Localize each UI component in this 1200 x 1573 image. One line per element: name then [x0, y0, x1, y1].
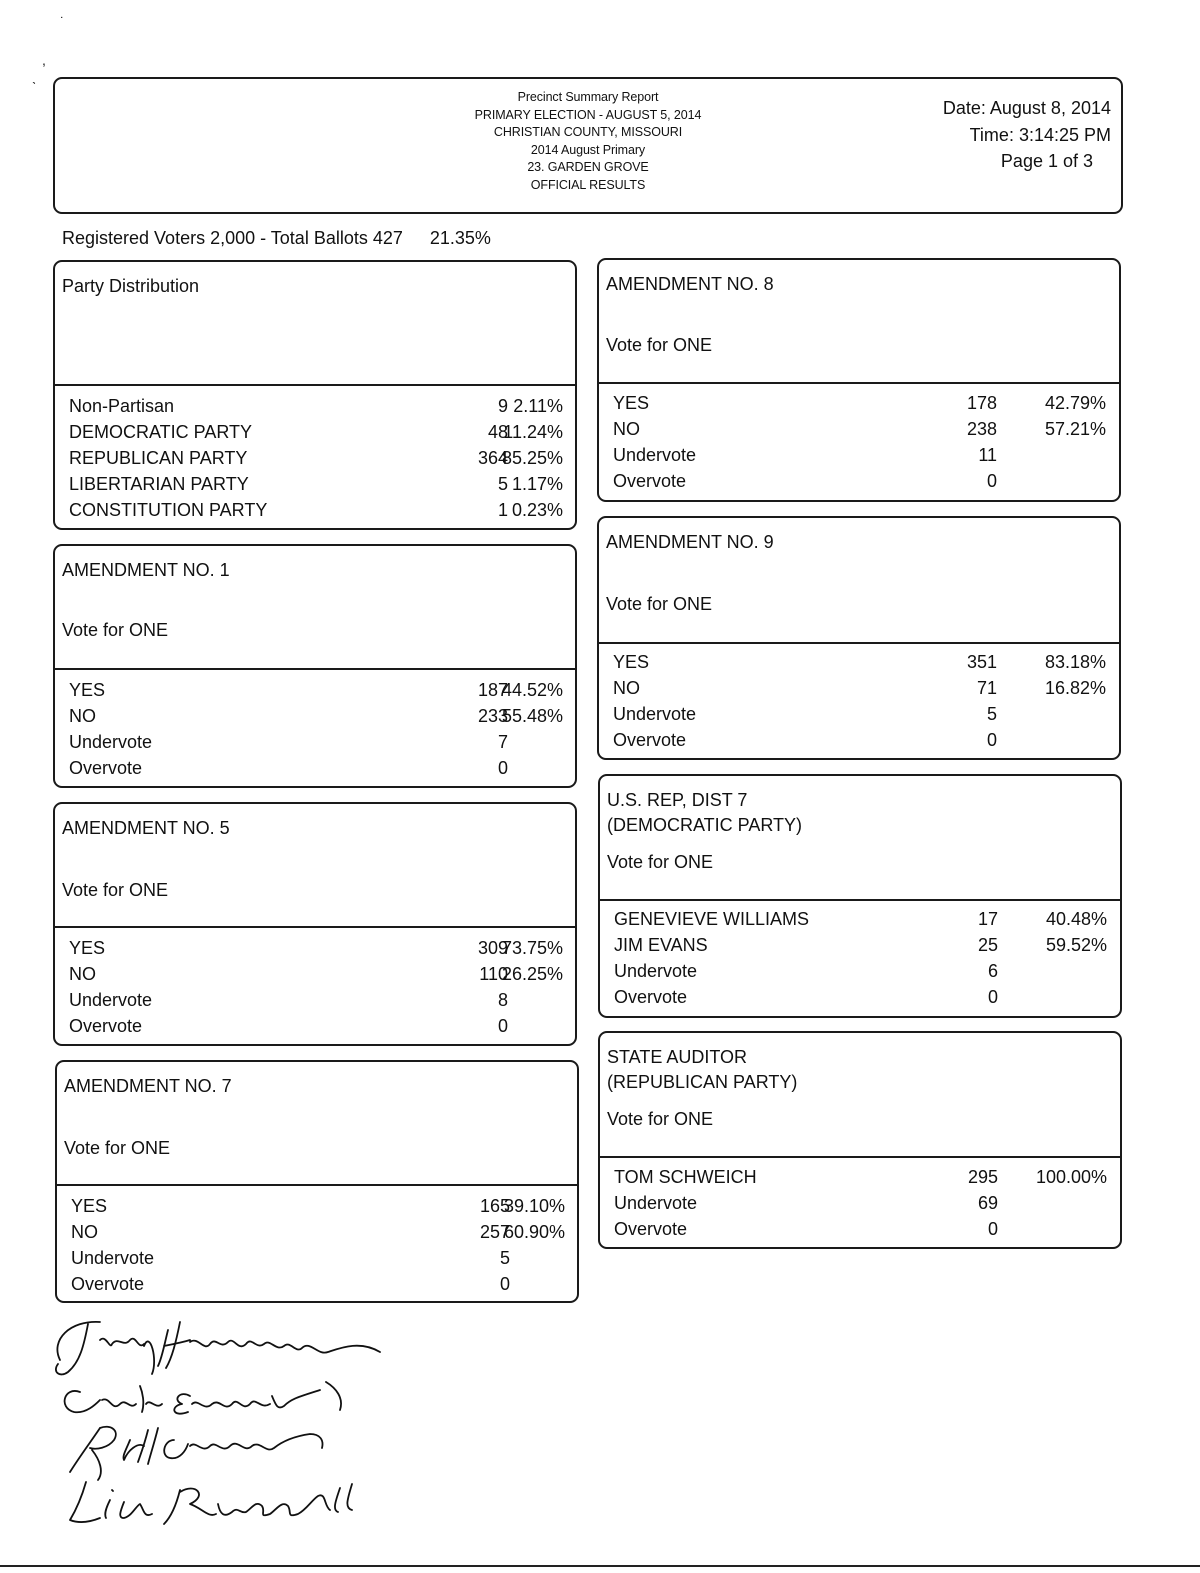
- vote-percent: 16.82%: [1044, 678, 1106, 698]
- section-title: AMENDMENT NO. 1: [62, 560, 230, 580]
- option-name: Undervote: [71, 1248, 155, 1268]
- table-row: [55, 471, 575, 497]
- vote-for-label: Vote for ONE: [64, 1138, 171, 1158]
- vote-percent: 42.79%: [1044, 393, 1106, 413]
- section-title: [607, 788, 802, 838]
- option-name: Undervote: [69, 732, 153, 752]
- state-auditor-section: [598, 1031, 1122, 1249]
- table-row: [55, 703, 575, 729]
- candidate-name: Undervote: [614, 1193, 698, 1213]
- table-row: [599, 701, 1119, 727]
- vote-percent: 39.10%: [503, 1196, 565, 1216]
- table-row: [599, 416, 1119, 442]
- scan-speck: ,: [42, 52, 46, 68]
- amendment-7-section: [55, 1060, 579, 1303]
- party-name: REPUBLICAN PARTY: [69, 448, 248, 468]
- vote-count: 165: [479, 1196, 510, 1216]
- option-name: NO: [613, 678, 640, 698]
- report-time: Time: 3:14:25 PM: [969, 124, 1111, 145]
- report-title: Precinct Summary Report: [517, 90, 659, 104]
- vote-count: 25: [977, 935, 998, 955]
- vote-count: 1: [497, 500, 508, 520]
- handwritten-signatures: [40, 1300, 420, 1540]
- candidate-name: GENEVIEVE WILLIAMS: [614, 909, 810, 929]
- section-divider: [57, 1184, 577, 1186]
- page-number: Page 1 of 3: [1000, 151, 1093, 171]
- vote-count: 9: [497, 396, 508, 416]
- vote-count: 11: [978, 445, 997, 465]
- option-name: Undervote: [613, 445, 697, 465]
- section-divider: [600, 1156, 1120, 1158]
- vote-count: 309: [477, 938, 508, 958]
- table-row: [55, 729, 575, 755]
- candidate-name: Undervote: [614, 961, 698, 981]
- precinct-name: 23. GARDEN GROVE: [527, 160, 649, 175]
- vote-count: 364: [477, 448, 508, 468]
- vote-count: 48: [487, 422, 508, 442]
- table-row: [55, 987, 575, 1013]
- contest-name: U.S. REP, DIST 7: [607, 790, 748, 810]
- vote-count: 8: [497, 990, 508, 1010]
- table-row: [55, 393, 575, 419]
- scan-speck: ˙: [60, 14, 65, 30]
- vote-for-label: Vote for ONE: [607, 1109, 714, 1129]
- section-divider: [55, 926, 575, 928]
- vote-for-label: Vote for ONE: [606, 594, 713, 614]
- table-row: [55, 419, 575, 445]
- option-name: YES: [613, 393, 650, 413]
- vote-count: 178: [966, 393, 997, 413]
- contest-name: STATE AUDITOR: [607, 1047, 748, 1067]
- table-row: [599, 468, 1119, 494]
- vote-for-label: Vote for ONE: [606, 335, 713, 355]
- option-name: NO: [69, 964, 96, 984]
- table-row: [600, 906, 1120, 932]
- section-divider: [600, 899, 1120, 901]
- table-row: [599, 442, 1119, 468]
- table-row: [600, 1216, 1120, 1242]
- vote-percent: 59.52%: [1045, 935, 1107, 955]
- vote-count: 0: [987, 1219, 998, 1239]
- table-row: [57, 1219, 577, 1245]
- vote-count: 0: [986, 730, 997, 750]
- registered-voters-text: Registered Voters 2,000 - Total Ballots 427: [62, 228, 403, 248]
- party-name: Non-Partisan: [69, 396, 175, 416]
- option-name: Overvote: [613, 471, 687, 491]
- report-meta: [943, 95, 1111, 175]
- vote-count: 5: [497, 474, 508, 494]
- vote-count: 0: [987, 987, 998, 1007]
- vote-count: 69: [977, 1193, 998, 1213]
- candidate-name: TOM SCHWEICH: [614, 1167, 757, 1187]
- election-name: PRIMARY ELECTION - AUGUST 5, 2014: [474, 107, 702, 122]
- table-row: [599, 727, 1119, 753]
- table-row: [55, 445, 575, 471]
- party-name: CONSTITUTION PARTY: [69, 500, 268, 520]
- table-row: [55, 677, 575, 703]
- option-name: Overvote: [71, 1274, 145, 1294]
- section-title: [607, 1045, 797, 1095]
- amendment-5-section: [53, 802, 577, 1046]
- vote-percent: 73.75%: [501, 938, 563, 958]
- table-row: [600, 1190, 1120, 1216]
- table-row: [600, 984, 1120, 1010]
- option-name: Undervote: [69, 990, 153, 1010]
- table-row: [600, 958, 1120, 984]
- vote-percent: 0.23%: [511, 500, 563, 520]
- county-name: CHRISTIAN COUNTY, MISSOURI: [493, 125, 683, 140]
- section-title: AMENDMENT NO. 8: [606, 274, 774, 294]
- candidate-name: Overvote: [614, 1219, 688, 1239]
- option-name: YES: [613, 652, 650, 672]
- vote-percent: 100.00%: [1035, 1167, 1107, 1187]
- table-row: [600, 932, 1120, 958]
- table-row: [57, 1193, 577, 1219]
- table-row: [599, 390, 1119, 416]
- signature-1: [56, 1322, 380, 1375]
- option-name: Undervote: [613, 704, 697, 724]
- scan-edge-line: [0, 1565, 1200, 1567]
- vote-percent: 1.17%: [511, 474, 563, 494]
- vote-count: 295: [967, 1167, 998, 1187]
- amendment-1-section: [53, 544, 577, 788]
- option-name: NO: [69, 706, 96, 726]
- vote-percent: 40.48%: [1045, 909, 1107, 929]
- section-divider: [599, 382, 1119, 384]
- vote-count: 0: [499, 1274, 510, 1294]
- party-distribution-section: [53, 260, 577, 530]
- report-header: [53, 77, 1123, 214]
- vote-for-label: Vote for ONE: [62, 620, 169, 640]
- table-row: [55, 755, 575, 781]
- vote-count: 7: [497, 732, 508, 752]
- option-name: YES: [69, 938, 106, 958]
- registered-voters-line: [62, 228, 491, 249]
- vote-count: 5: [986, 704, 997, 724]
- vote-count: 233: [477, 706, 508, 726]
- candidate-name: JIM EVANS: [614, 935, 708, 955]
- table-row: [600, 1164, 1120, 1190]
- vote-count: 351: [966, 652, 997, 672]
- option-name: YES: [69, 680, 106, 700]
- amendment-9-section: [597, 516, 1121, 760]
- vote-count: 5: [499, 1248, 510, 1268]
- option-name: Overvote: [69, 758, 143, 778]
- option-name: Overvote: [613, 730, 687, 750]
- section-title: AMENDMENT NO. 5: [62, 818, 230, 838]
- contest-party: (DEMOCRATIC PARTY): [607, 815, 803, 835]
- section-divider: [55, 668, 575, 670]
- turnout-percent: 21.35%: [429, 228, 491, 248]
- option-name: Overvote: [69, 1016, 143, 1036]
- vote-count: 257: [479, 1222, 510, 1242]
- table-row: [55, 497, 575, 523]
- option-name: NO: [613, 419, 640, 439]
- vote-count: 238: [966, 419, 997, 439]
- section-divider: [599, 642, 1119, 644]
- signature-3: [70, 1427, 323, 1480]
- candidate-name: Overvote: [614, 987, 688, 1007]
- table-row: [599, 649, 1119, 675]
- vote-percent: 26.25%: [501, 964, 563, 984]
- vote-percent: 55.48%: [501, 706, 563, 726]
- signature-4: [70, 1482, 352, 1524]
- section-title: Party Distribution: [62, 276, 200, 296]
- vote-count: 0: [497, 758, 508, 778]
- vote-percent: 11.24%: [503, 422, 563, 442]
- election-label: 2014 August Primary: [530, 142, 646, 157]
- vote-percent: 85.25%: [501, 448, 563, 468]
- section-title: AMENDMENT NO. 7: [64, 1076, 232, 1096]
- table-row: [55, 961, 575, 987]
- table-row: [55, 1013, 575, 1039]
- vote-count: 0: [497, 1016, 508, 1036]
- party-name: LIBERTARIAN PARTY: [69, 474, 249, 494]
- table-row: [599, 675, 1119, 701]
- vote-count: 110: [479, 964, 508, 984]
- vote-percent: 83.18%: [1044, 652, 1106, 672]
- option-name: NO: [71, 1222, 98, 1242]
- amendment-8-section: [597, 258, 1121, 502]
- vote-for-label: Vote for ONE: [607, 852, 714, 872]
- table-row: [57, 1271, 577, 1297]
- vote-count: 17: [977, 909, 998, 929]
- vote-count: 187: [477, 680, 508, 700]
- vote-percent: 60.90%: [503, 1222, 565, 1242]
- vote-count: 71: [976, 678, 997, 698]
- option-name: YES: [71, 1196, 108, 1216]
- vote-count: 6: [987, 961, 998, 981]
- us-rep-dist-7-section: [598, 774, 1122, 1018]
- contest-party: (REPUBLICAN PARTY): [607, 1072, 798, 1092]
- party-name: DEMOCRATIC PARTY: [69, 422, 253, 442]
- vote-for-label: Vote for ONE: [62, 880, 169, 900]
- report-date: Date: August 8, 2014: [942, 98, 1111, 118]
- vote-count: 0: [986, 471, 997, 491]
- scan-speck: ˎ: [32, 68, 37, 84]
- table-row: [55, 935, 575, 961]
- section-title: AMENDMENT NO. 9: [606, 532, 774, 552]
- vote-percent: 57.21%: [1044, 419, 1106, 439]
- vote-percent: 2.11%: [513, 396, 563, 416]
- vote-percent: 44.52%: [501, 680, 563, 700]
- table-row: [57, 1245, 577, 1271]
- section-divider: [55, 384, 575, 386]
- signature-2: [65, 1382, 341, 1414]
- results-status: OFFICIAL RESULTS: [530, 177, 646, 192]
